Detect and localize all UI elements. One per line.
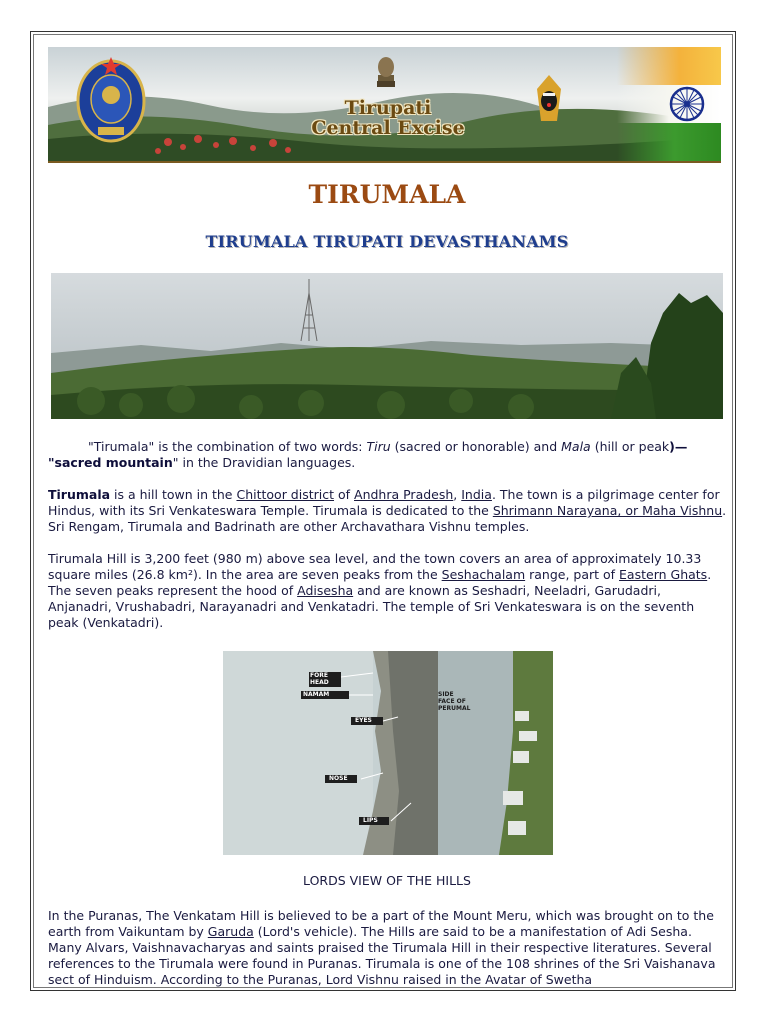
link-india[interactable]: India bbox=[461, 487, 492, 502]
link-adisesha[interactable]: Adisesha bbox=[297, 583, 354, 598]
puranas-text-1: In the Puranas, The Venkatam Hill is believed to be a part of the Mount Meru, which was brought on to the earth from Vaikuntam by bbox=[48, 908, 714, 939]
deity-icon bbox=[533, 75, 565, 123]
label-head: HEAD bbox=[310, 679, 329, 686]
intro-paragraph bbox=[48, 439, 728, 471]
label-lips: LIPS bbox=[363, 817, 378, 824]
link-andhra-pradesh[interactable]: Andhra Pradesh bbox=[354, 487, 454, 502]
label-namam: NAMAM bbox=[303, 691, 330, 698]
label-face-of: FACE OF bbox=[438, 698, 466, 705]
hills-photo-graphic bbox=[223, 651, 553, 855]
intro-text-3: (hill or peak bbox=[590, 439, 670, 454]
desc-text-2: of bbox=[334, 487, 355, 502]
tirumala-bold: Tirumala bbox=[48, 487, 111, 502]
geo-text-1: Tirumala Hill is 3,200 feet (980 m) above sea level, and the town covers an area of approximately 10.33 square miles (26.8 km²). In the area are seven peaks from the bbox=[48, 551, 702, 582]
intro-text-5: " in the Dravidian languages. bbox=[172, 455, 356, 470]
intro-sacred-mountain: "sacred mountain bbox=[48, 455, 173, 470]
label-eyes: EYES bbox=[355, 717, 372, 724]
lords-view-hills-image bbox=[223, 651, 553, 855]
page-subtitle: TIRUMALA TIRUPATI DEVASTHANAMS bbox=[205, 232, 569, 251]
indian-flag bbox=[617, 47, 721, 161]
puranas-paragraph bbox=[48, 908, 728, 988]
ashoka-emblem-icon bbox=[373, 53, 399, 89]
puranas-text-2: (Lord's vehicle). The Hills are said to be a manifestation of Adi Sesha. Many Alvars, Vaishnavacharyas and saints praised the Tirumala Hill in their respective literatures. Several references to the Tirumala were found in Puranas. Tirumala is one of the 108 shrines of the Sri Vaishanava sect of Hinduism. According to the Puranas, Lord Vishnu raised in the Avatar of Swetha bbox=[48, 924, 716, 987]
banner-title bbox=[278, 97, 498, 139]
banner-title-line2: Central Excise bbox=[311, 117, 465, 139]
label-side: SIDE bbox=[438, 691, 454, 698]
customs-emblem-icon bbox=[76, 55, 146, 147]
link-seshachalam[interactable]: Seshachalam bbox=[441, 567, 526, 582]
intro-text-1: "Tirumala" is the combination of two words: bbox=[88, 439, 367, 454]
link-chittoor-district[interactable]: Chittoor district bbox=[236, 487, 335, 502]
desc-text-4: . The town is a pilgrimage center for Hindus, with its Sri Venkateswara Temple. Tirumala is dedicated to the bbox=[48, 487, 720, 518]
link-eastern-ghats[interactable]: Eastern Ghats bbox=[619, 567, 708, 582]
tirumala-description-paragraph bbox=[48, 487, 728, 535]
geo-text-4: and are known as Seshadri, Neeladri, Garudadri, Anjanadri, Vrushabadri, Narayanadri and Venkatadri. The temple of Sri Venkateswara is on the seventh peak (Venkatadri). bbox=[48, 583, 695, 630]
link-garuda[interactable]: Garuda bbox=[207, 924, 254, 939]
desc-text-3: , bbox=[453, 487, 462, 502]
ashoka-chakra-icon bbox=[669, 86, 705, 122]
label-nose: NOSE bbox=[329, 775, 348, 782]
geography-paragraph bbox=[48, 551, 728, 631]
desc-text-1: is a hill town in the bbox=[110, 487, 237, 502]
label-fore: FORE bbox=[310, 672, 328, 679]
intro-text-4: )— bbox=[669, 439, 688, 454]
tirumala-panorama-image bbox=[51, 273, 723, 419]
intro-text-2: (sacred or honorable) and bbox=[390, 439, 562, 454]
label-side-face bbox=[438, 691, 470, 712]
image-caption: LORDS VIEW OF THE HILLS bbox=[303, 873, 471, 888]
desc-text-5: . Sri Rengam, Tirumala and Badrinath are other Archavathara Vishnu temples. bbox=[48, 503, 727, 534]
page-frame bbox=[30, 31, 736, 991]
label-perumal: PERUMAL bbox=[438, 705, 471, 712]
page-frame-inner bbox=[33, 34, 733, 988]
label-fore-head bbox=[310, 672, 329, 686]
geo-text-3: . The seven peaks represent the hood of bbox=[48, 567, 712, 598]
link-shrimann-narayana[interactable]: Shrimann Narayana, or Maha Vishnu bbox=[492, 503, 723, 518]
banner-title-line1: Tirupati bbox=[344, 97, 432, 119]
geo-text-2: range, part of bbox=[525, 567, 620, 582]
intro-word-mala: Mala bbox=[561, 439, 591, 454]
intro-word-tiru: Tiru bbox=[366, 439, 391, 454]
header-banner bbox=[48, 47, 721, 163]
page-title: TIRUMALA bbox=[308, 180, 466, 209]
